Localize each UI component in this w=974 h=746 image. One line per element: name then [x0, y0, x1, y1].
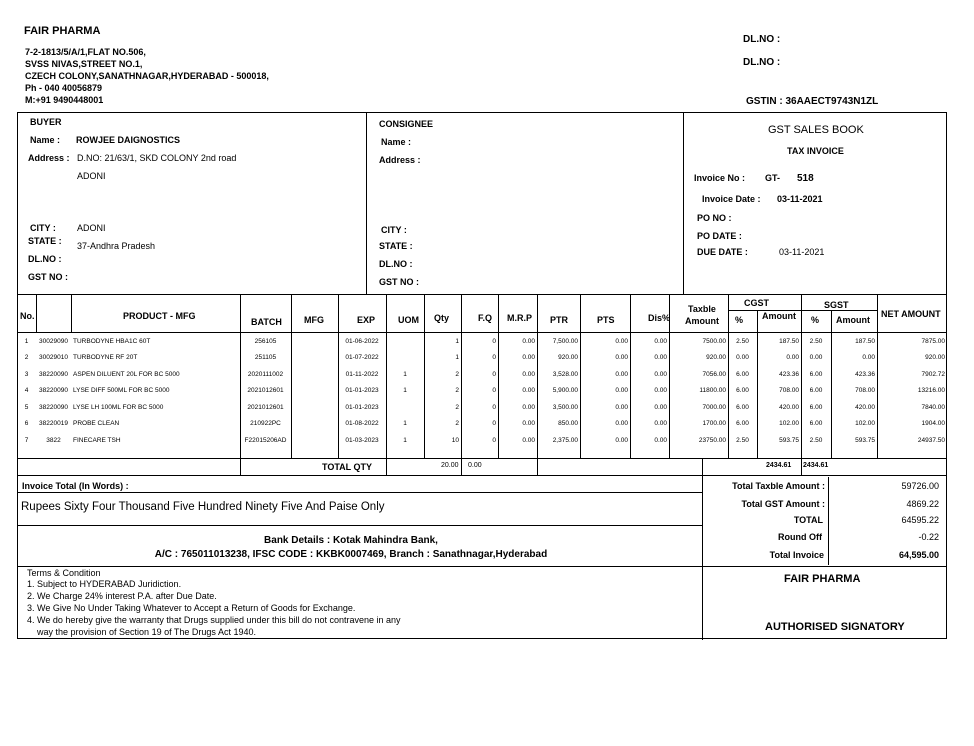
item-taxable: 11800.00 — [699, 387, 726, 395]
item-batch: F22015206AD — [244, 436, 287, 444]
item-code: 38220090 — [39, 370, 68, 378]
item-code: 30029090 — [39, 337, 68, 345]
item-product: TURBODYNE HBA1C 60T — [73, 337, 151, 345]
item-dis: 0.00 — [654, 370, 667, 378]
total-qty-value: 20.00 — [441, 462, 459, 469]
item-sgst-amt: 593.75 — [855, 436, 875, 444]
bank-details: Bank Details : Kotak Mahindra Bank, — [264, 535, 438, 546]
company-address-line: CZECH COLONY,SANATHNAGAR,HYDERABAD - 500018, — [25, 71, 269, 81]
terms-line: 2. We Charge 24% interest P.A. after Due Date. — [27, 591, 217, 601]
terms-line: 3. We Give No Under Taking Whatever to Accept a Return of Goods for Exchange. — [27, 603, 356, 613]
item-mrp: 0.00 — [522, 387, 535, 395]
item-sgst-pct: 2.50 — [809, 337, 823, 345]
item-sgst-pct: 6.00 — [809, 387, 823, 395]
item-product: ASPEN DILUENT 20L FOR BC 5000 — [73, 370, 180, 378]
item-mrp: 0.00 — [522, 420, 535, 428]
item-code: 38220090 — [39, 403, 68, 411]
consignee-gst-label: GST NO : — [379, 277, 419, 287]
item-pts: 0.00 — [615, 337, 628, 345]
buyer-gst-label: GST NO : — [28, 272, 68, 282]
item-fq: 0 — [492, 370, 496, 378]
item-batch: 2020111002 — [247, 370, 284, 378]
total-label: TOTAL — [793, 515, 823, 525]
item-no: 5 — [24, 403, 29, 411]
consignee-state-label: STATE : — [379, 241, 413, 251]
item-uom: 1 — [403, 387, 407, 395]
item-product: TURBODYNE RF 20T — [73, 354, 138, 362]
bank-account: A/C : 765011013238, IFSC CODE : KKBK0007469, Branch : Sanathnagar,Hyderabad — [154, 549, 548, 560]
item-exp: 01-03-2023 — [345, 436, 379, 444]
consignee-name-label: Name : — [381, 137, 412, 147]
total-sgst-value: 2434.61 — [803, 462, 829, 469]
item-row — [17, 399, 947, 416]
buyer-address-label: Address : — [28, 153, 70, 163]
due-date-label: DUE DATE : — [697, 247, 748, 257]
item-uom: 1 — [403, 370, 407, 378]
consignee-heading: CONSIGNEE — [379, 119, 434, 129]
item-ptr: 920.00 — [558, 354, 578, 362]
item-cgst-amt: 187.50 — [779, 337, 799, 345]
words-label: Invoice Total (In Words) : — [22, 481, 129, 491]
terms-line: 1. Subject to HYDERABAD Juridiction. — [27, 579, 182, 589]
item-uom — [386, 333, 424, 350]
item-mfg — [291, 366, 338, 383]
company-dl-label-2: DL.NO : — [743, 57, 781, 68]
total-gst-value: 4869.22 — [906, 499, 939, 509]
item-mrp: 0.00 — [522, 436, 535, 444]
item-fq: 0 — [492, 354, 496, 362]
item-qty: 2 — [455, 420, 459, 428]
item-taxable: 920.00 — [706, 354, 726, 362]
due-date: 03-11-2021 — [779, 247, 825, 257]
item-mfg — [291, 416, 338, 433]
item-sgst-pct: 6.00 — [809, 370, 823, 378]
item-product: LYSE LH 100ML FOR BC 5000 — [73, 403, 164, 411]
total-value: 64595.22 — [901, 515, 939, 525]
item-row — [17, 383, 947, 400]
col-dis-header: Dis% — [648, 313, 671, 323]
invoice-date: 03-11-2021 — [777, 194, 823, 204]
company-phone: Ph - 040 40056879 — [25, 83, 103, 93]
item-ptr: 850.00 — [558, 420, 578, 428]
item-taxable: 7056.00 — [702, 370, 726, 378]
item-cgst-pct: 2.50 — [736, 436, 749, 444]
item-qty: 2 — [455, 387, 459, 395]
buyer-heading: BUYER — [30, 117, 62, 127]
item-net: 7875.00 — [921, 337, 945, 345]
item-fq: 0 — [492, 420, 496, 428]
col-net-header: NET AMOUNT — [881, 309, 941, 319]
company-mobile: M:+91 9490448001 — [25, 95, 104, 105]
item-batch: 2021012601 — [247, 403, 284, 411]
item-pts: 0.00 — [615, 420, 628, 428]
invoice-no-label: Invoice No : — [694, 173, 746, 183]
invoice-no-prefix: GT- — [765, 173, 780, 183]
company-dl-label: DL.NO : — [743, 34, 781, 45]
item-mfg — [291, 432, 338, 449]
item-mfg — [291, 333, 338, 350]
item-cgst-pct: 2.50 — [736, 337, 749, 345]
buyer-state-label: STATE : — [28, 236, 62, 246]
col-uom-header: UOM — [398, 315, 419, 325]
total-invoice-label: Total Invoice — [769, 550, 824, 560]
item-no: 4 — [24, 387, 29, 395]
terms-line: 4. We do hereby give the warranty that Drugs supplied under this bill do not contravene in any — [27, 615, 401, 625]
col-product-header: PRODUCT - MFG — [123, 311, 196, 321]
total-taxable-value: 59726.00 — [901, 481, 939, 491]
company-gstin: GSTIN : 36AAECT9743N1ZL — [746, 96, 879, 107]
item-net: 13216.00 — [917, 387, 945, 395]
item-mrp: 0.00 — [522, 370, 535, 378]
item-pts: 0.00 — [615, 387, 628, 395]
item-row — [17, 416, 947, 433]
item-exp: 01-01-2023 — [345, 387, 379, 395]
consignee-dl-label: DL.NO : — [379, 259, 413, 269]
total-invoice-value: 64,595.00 — [898, 550, 939, 560]
item-fq: 0 — [492, 436, 496, 444]
item-cgst-amt: 593.75 — [779, 436, 799, 444]
item-row — [17, 432, 947, 449]
item-net: 7840.00 — [921, 403, 945, 411]
round-off-label: Round Off — [778, 532, 822, 542]
item-qty: 1 — [455, 337, 459, 345]
item-qty: 2 — [455, 370, 459, 378]
total-qty-label: TOTAL QTY — [322, 462, 373, 472]
item-cgst-pct: 6.00 — [736, 387, 749, 395]
item-ptr: 3,500.00 — [552, 403, 578, 411]
total-fq-value: 0.00 — [468, 462, 482, 469]
item-taxable: 7000.00 — [702, 403, 726, 411]
col-taxable-header: Taxble — [688, 304, 716, 314]
col-no-header: No. — [20, 311, 35, 321]
item-row — [17, 333, 947, 350]
item-uom — [386, 350, 424, 367]
words-value: Rupees Sixty Four Thousand Five Hundred Ninety Five And Paise Only — [21, 501, 385, 513]
item-cgst-amt: 420.00 — [779, 403, 799, 411]
invoice-no: 518 — [797, 173, 814, 184]
col-sgst-amt-header: Amount — [836, 315, 870, 325]
item-exp: 01-06-2022 — [345, 337, 379, 345]
item-exp: 01-08-2022 — [345, 420, 379, 428]
item-row — [17, 350, 947, 367]
col-mrp-header: M.R.P — [507, 313, 533, 323]
col-cgst-amt-header: Amount — [762, 311, 796, 321]
item-no: 6 — [24, 420, 29, 428]
buyer-state: 37-Andhra Pradesh — [77, 241, 156, 251]
item-sgst-amt: 708.00 — [855, 387, 875, 395]
item-code: 38220090 — [39, 387, 68, 395]
buyer-dl-label: DL.NO : — [28, 254, 62, 264]
item-cgst-amt: 708.00 — [779, 387, 799, 395]
item-sgst-pct: 2.50 — [809, 436, 823, 444]
item-mrp: 0.00 — [522, 403, 535, 411]
item-ptr: 3,528.00 — [552, 370, 578, 378]
item-sgst-amt: 0.00 — [862, 354, 875, 362]
item-cgst-pct: 0.00 — [736, 354, 749, 362]
item-mfg — [291, 350, 338, 367]
item-product: LYSE DIFF 500ML FOR BC 5000 — [73, 387, 170, 395]
item-product: PROBE CLEAN — [73, 420, 120, 428]
item-fq: 0 — [492, 403, 496, 411]
company-address-line: SVSS NIVAS,STREET NO.1, — [25, 59, 143, 69]
item-dis: 0.00 — [654, 436, 667, 444]
po-date-label: PO DATE : — [697, 231, 742, 241]
item-dis: 0.00 — [654, 337, 667, 345]
authorised-signatory: AUTHORISED SIGNATORY — [765, 621, 905, 633]
consignee-city-label: CITY : — [381, 225, 407, 235]
item-taxable: 23750.00 — [698, 436, 726, 444]
item-qty: 1 — [455, 354, 459, 362]
item-fq: 0 — [492, 387, 496, 395]
item-batch: 256105 — [254, 337, 277, 345]
total-taxable-label: Total Taxble Amount : — [732, 481, 825, 491]
po-no-label: PO NO : — [697, 213, 732, 223]
item-mrp: 0.00 — [522, 337, 535, 345]
item-taxable: 7500.00 — [702, 337, 726, 345]
company-address-line: 7-2-1813/5/A/1,FLAT NO.506, — [25, 47, 146, 57]
item-uom — [386, 399, 424, 416]
item-code: 38220019 — [39, 420, 68, 428]
item-dis: 0.00 — [654, 420, 667, 428]
item-net: 7902.72 — [921, 370, 945, 378]
item-qty: 2 — [455, 403, 459, 411]
item-row — [17, 366, 947, 383]
col-qty-header: Qty — [434, 313, 450, 323]
item-batch: 2021012601 — [247, 387, 284, 395]
item-taxable: 1700.00 — [702, 420, 726, 428]
item-batch: 251105 — [254, 354, 277, 362]
item-sgst-amt: 423.36 — [855, 370, 875, 378]
item-pts: 0.00 — [615, 436, 628, 444]
terms-heading: Terms & Condition — [27, 568, 101, 578]
buyer-address-line1: D.NO: 21/63/1, SKD COLONY 2nd road — [77, 153, 237, 163]
item-cgst-pct: 6.00 — [736, 403, 749, 411]
item-net: 24937.50 — [917, 436, 945, 444]
item-cgst-pct: 6.00 — [736, 370, 749, 378]
item-sgst-amt: 102.00 — [855, 420, 875, 428]
item-code: 30029010 — [39, 354, 68, 362]
item-sgst-pct: 0.00 — [809, 354, 823, 362]
item-cgst-amt: 102.00 — [779, 420, 799, 428]
total-gst-label: Total GST Amount : — [741, 499, 825, 509]
col-mfg-header: MFG — [304, 315, 324, 325]
item-ptr: 7,500.00 — [552, 337, 578, 345]
total-cgst-value: 2434.61 — [766, 462, 792, 469]
item-mrp: 0.00 — [522, 354, 535, 362]
buyer-name-label: Name : — [30, 135, 61, 145]
item-code: 3822 — [46, 436, 61, 444]
col-exp-header: EXP — [357, 315, 376, 325]
item-fq: 0 — [492, 337, 496, 345]
invoice-date-label: Invoice Date : — [702, 194, 761, 204]
item-net: 920.00 — [925, 354, 945, 362]
item-exp: 01-07-2022 — [345, 354, 379, 362]
item-sgst-pct: 6.00 — [809, 420, 823, 428]
item-cgst-amt: 423.36 — [779, 370, 799, 378]
round-off-value: -0.22 — [918, 532, 939, 542]
item-cgst-amt: 0.00 — [786, 354, 799, 362]
col-fq-header: F.Q — [478, 313, 493, 323]
terms-line: way the provision of Section 19 of The Drugs Act 1940. — [27, 627, 256, 637]
col-sgst-header: SGST — [824, 300, 849, 310]
item-net: 1904.00 — [921, 420, 945, 428]
item-no: 3 — [24, 370, 29, 378]
col-cgst-pct-header: % — [735, 315, 744, 325]
item-uom: 1 — [403, 436, 407, 444]
buyer-city: ADONI — [77, 223, 106, 233]
item-batch: 210922PC — [250, 420, 281, 428]
buyer-address-line2: ADONI — [77, 171, 106, 181]
item-exp: 01-01-2023 — [345, 403, 379, 411]
col-pts-header: PTS — [597, 315, 615, 325]
item-exp: 01-11-2022 — [345, 370, 379, 378]
item-dis: 0.00 — [654, 354, 667, 362]
item-dis: 0.00 — [654, 403, 667, 411]
item-mfg — [291, 383, 338, 400]
item-no: 7 — [24, 436, 29, 444]
item-pts: 0.00 — [615, 370, 628, 378]
item-qty: 10 — [451, 436, 459, 444]
item-dis: 0.00 — [654, 387, 667, 395]
buyer-name: ROWJEE DAIGNOSTICS — [76, 135, 181, 145]
item-pts: 0.00 — [615, 354, 628, 362]
item-ptr: 5,900.00 — [552, 387, 578, 395]
item-uom: 1 — [403, 420, 407, 428]
col-cgst-header: CGST — [744, 298, 770, 308]
item-sgst-amt: 187.50 — [855, 337, 875, 345]
item-pts: 0.00 — [615, 403, 628, 411]
item-product: FINECARE TSH — [73, 436, 121, 444]
signatory-company: FAIR PHARMA — [784, 573, 861, 585]
item-no: 2 — [24, 354, 29, 362]
col-taxable-header-2: Amount — [685, 316, 719, 326]
consignee-address-label: Address : — [379, 155, 421, 165]
col-sgst-pct-header: % — [811, 315, 820, 325]
item-mfg — [291, 399, 338, 416]
invoice-type: TAX INVOICE — [787, 146, 844, 156]
item-sgst-amt: 420.00 — [855, 403, 875, 411]
col-batch-header: BATCH — [251, 317, 282, 327]
item-no: 1 — [24, 337, 29, 345]
items-table — [17, 333, 947, 449]
company-name: FAIR PHARMA — [24, 25, 101, 37]
item-ptr: 2,375.00 — [552, 436, 578, 444]
buyer-city-label: CITY : — [30, 223, 56, 233]
item-sgst-pct: 6.00 — [809, 403, 823, 411]
col-ptr-header: PTR — [550, 315, 568, 325]
invoice-book-title: GST SALES BOOK — [768, 124, 864, 136]
item-cgst-pct: 6.00 — [736, 420, 749, 428]
